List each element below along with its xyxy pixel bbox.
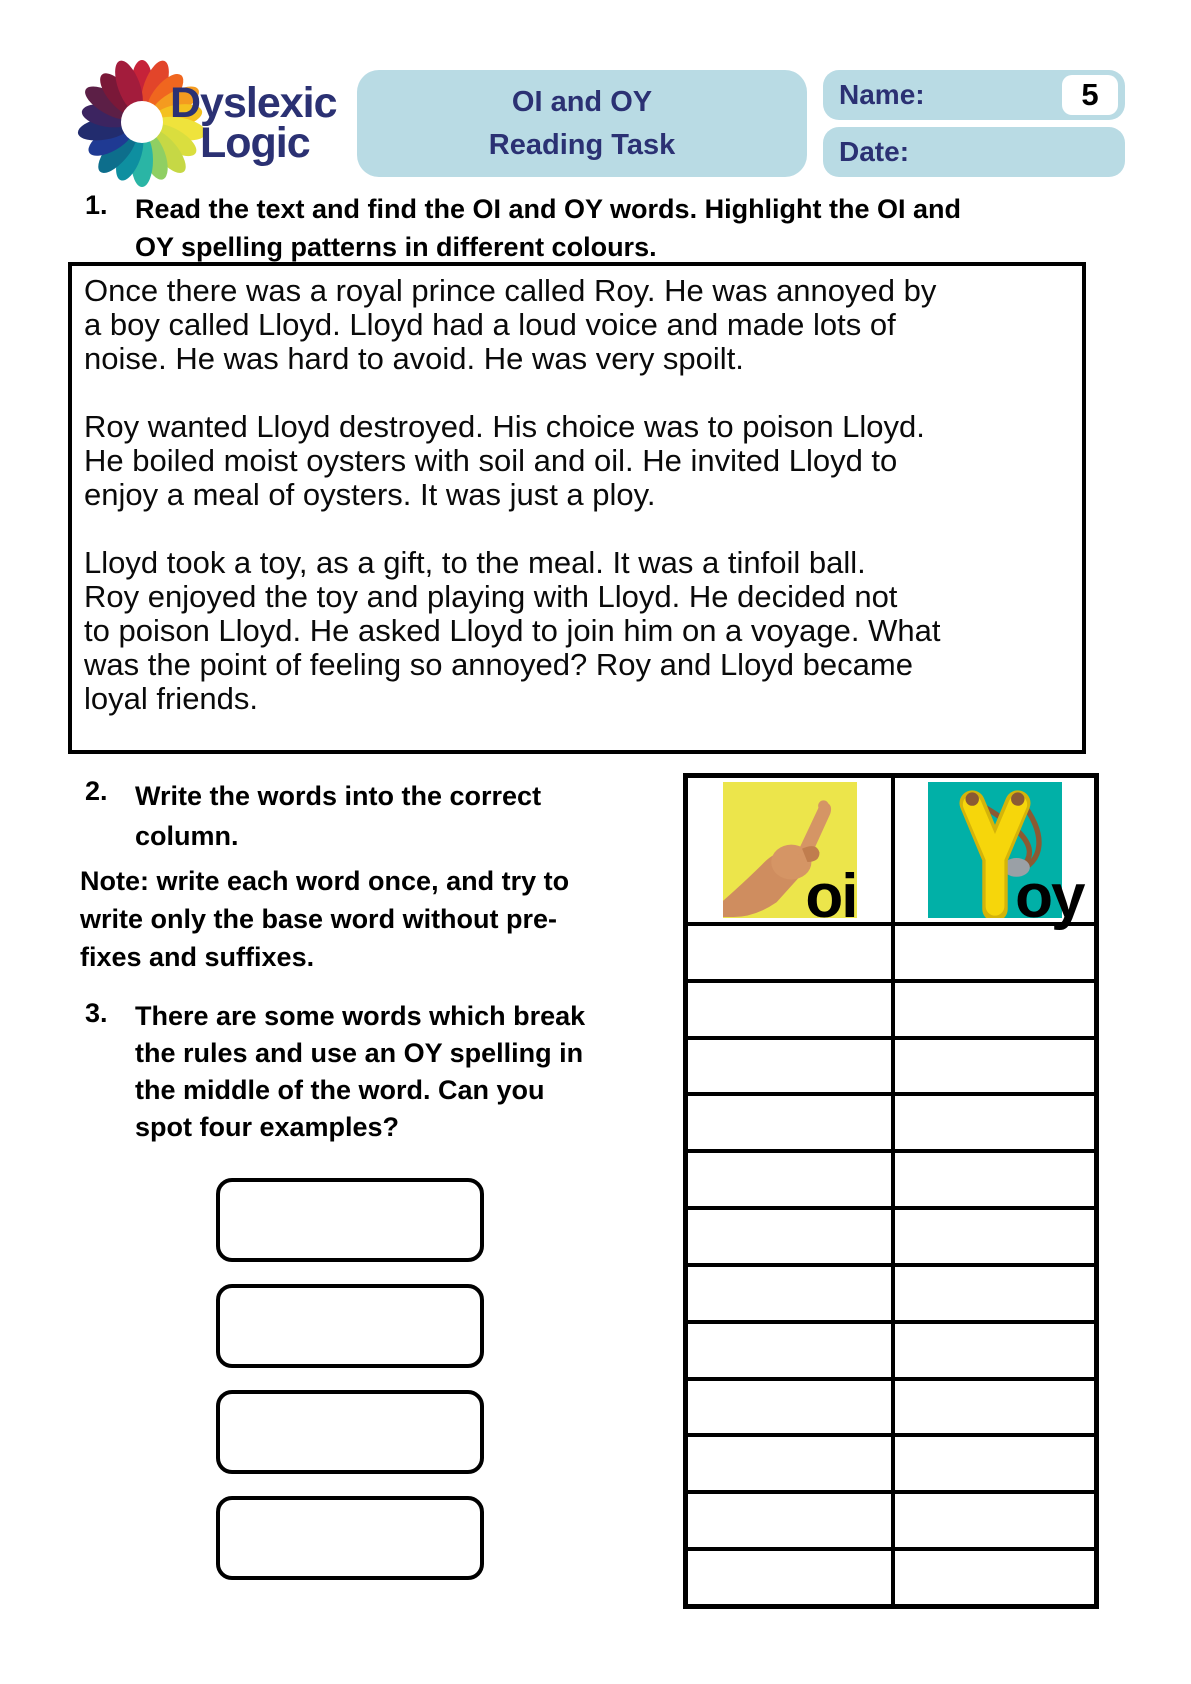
question-2-number: 2. (85, 776, 108, 806)
oi-write-in-cell[interactable] (688, 1437, 891, 1490)
oy-write-in-cell[interactable] (891, 1210, 1094, 1263)
oi-write-in-cell[interactable] (688, 926, 891, 979)
oy-write-in-cell[interactable] (891, 983, 1094, 1036)
table-row (688, 1320, 1094, 1377)
name-label: Name: (839, 79, 925, 110)
name-field[interactable] (823, 70, 1125, 120)
word-sort-table (683, 773, 1099, 1609)
question-3-text (135, 998, 615, 1146)
question-3-line3: the middle of the word. Can you (135, 1075, 545, 1105)
passage-line: He boiled moist oysters with soil and oil. He invited Lloyd to (84, 443, 898, 478)
reading-passage (68, 262, 1086, 754)
q3-answer-box[interactable] (216, 1390, 484, 1474)
note-line2: write only the base word without pre- (80, 904, 558, 934)
oy-write-in-cell[interactable] (891, 1040, 1094, 1093)
oi-write-in-cell[interactable] (688, 1381, 891, 1434)
q3-answer-box[interactable] (216, 1178, 484, 1262)
passage-line: was the point of feeling so annoyed? Roy and Lloyd became (84, 647, 913, 682)
passage-line: loyal friends. (84, 681, 259, 716)
passage-line: noise. He was hard to avoid. He was very spoilt. (84, 341, 744, 376)
passage-line: to poison Lloyd. He asked Lloyd to join him on a voyage. What (84, 613, 941, 648)
table-row (688, 1036, 1094, 1093)
logo-line1: Dyslexic (170, 79, 337, 127)
date-field[interactable] (823, 127, 1125, 177)
question-3-number: 3. (85, 998, 108, 1028)
oy-label: oy (1015, 862, 1084, 931)
note-line1: Note: write each word once, and try to (80, 866, 570, 896)
table-row (688, 1490, 1094, 1547)
oy-column-header (891, 778, 1094, 931)
oy-write-in-cell[interactable] (891, 1267, 1094, 1320)
table-row (688, 1206, 1094, 1263)
q3-answer-box[interactable] (216, 1284, 484, 1368)
question-2-line2: column. (135, 821, 239, 851)
question-2-text (135, 776, 605, 856)
table-row (688, 979, 1094, 1036)
oi-write-in-cell[interactable] (688, 1040, 891, 1093)
passage-paragraph (84, 410, 1070, 512)
table-row (688, 1547, 1094, 1604)
passage-line: Roy enjoyed the toy and playing with Lloyd. He decided not (84, 579, 898, 614)
dyslexic-logic-logo (58, 58, 358, 183)
oi-write-in-cell[interactable] (688, 1096, 891, 1149)
passage-line: Roy wanted Lloyd destroyed. His choice was to poison Lloyd. (84, 409, 925, 444)
question-3-line2: the rules and use an OY spelling in (135, 1038, 584, 1068)
table-row (688, 1263, 1094, 1320)
note-line3: fixes and suffixes. (80, 942, 315, 972)
question-1-text (135, 190, 1055, 266)
oy-write-in-cell[interactable] (891, 1153, 1094, 1206)
passage-line: a boy called Lloyd. Lloyd had a loud voice and made lots of (84, 307, 896, 342)
note-text (80, 862, 640, 976)
oi-write-in-cell[interactable] (688, 1551, 891, 1604)
oy-write-in-cell[interactable] (891, 1551, 1094, 1604)
q3-answer-box[interactable] (216, 1496, 484, 1580)
page-number-badge: 5 (1062, 75, 1118, 115)
oy-write-in-cell[interactable] (891, 926, 1094, 979)
passage-paragraph (84, 546, 1070, 716)
table-row (688, 1149, 1094, 1206)
oy-write-in-cell[interactable] (891, 1381, 1094, 1434)
oi-column-header (688, 778, 891, 931)
oi-write-in-cell[interactable] (688, 1210, 891, 1263)
title-line1: OI and OY (511, 86, 653, 119)
table-row (688, 1433, 1094, 1490)
oy-write-in-cell[interactable] (891, 1437, 1094, 1490)
oy-write-in-cell[interactable] (891, 1096, 1094, 1149)
table-body (688, 922, 1094, 1604)
title-line2: Reading Task (488, 128, 676, 161)
table-header-row (688, 778, 1094, 931)
date-label: Date: (839, 136, 910, 167)
passage-line: Lloyd took a toy, as a gift, to the meal. It was a tinfoil ball. (84, 545, 866, 580)
logo-line2: Logic (200, 118, 310, 167)
oy-write-in-cell[interactable] (891, 1494, 1094, 1547)
oi-write-in-cell[interactable] (688, 1494, 891, 1547)
question-1-line2: OY spelling patterns in different colours. (135, 232, 657, 262)
question-3-line4: spot four examples? (135, 1112, 400, 1142)
table-row (688, 1377, 1094, 1434)
passage-line: Once there was a royal prince called Roy. He was annoyed by (84, 273, 937, 308)
oi-write-in-cell[interactable] (688, 1324, 891, 1377)
oy-picture-card (928, 782, 1084, 931)
question-1-line1: Read the text and find the OI and OY words. Highlight the OI and (135, 194, 962, 224)
oi-write-in-cell[interactable] (688, 1153, 891, 1206)
question-3-line1: There are some words which break (135, 1001, 586, 1031)
question-1-number: 1. (85, 190, 108, 220)
question-2-line1: Write the words into the correct (135, 781, 542, 811)
oy-write-in-cell[interactable] (891, 1324, 1094, 1377)
passage-line: enjoy a meal of oysters. It was just a ploy. (84, 477, 656, 512)
oi-write-in-cell[interactable] (688, 1267, 891, 1320)
oi-write-in-cell[interactable] (688, 983, 891, 1036)
oi-label: oi (805, 862, 857, 931)
q3-answer-boxes (216, 1178, 486, 1602)
oi-picture-card (723, 782, 857, 931)
table-row (688, 1092, 1094, 1149)
passage-paragraph (84, 274, 1070, 376)
worksheet-title (357, 70, 807, 177)
logo-wordmark (170, 79, 337, 167)
